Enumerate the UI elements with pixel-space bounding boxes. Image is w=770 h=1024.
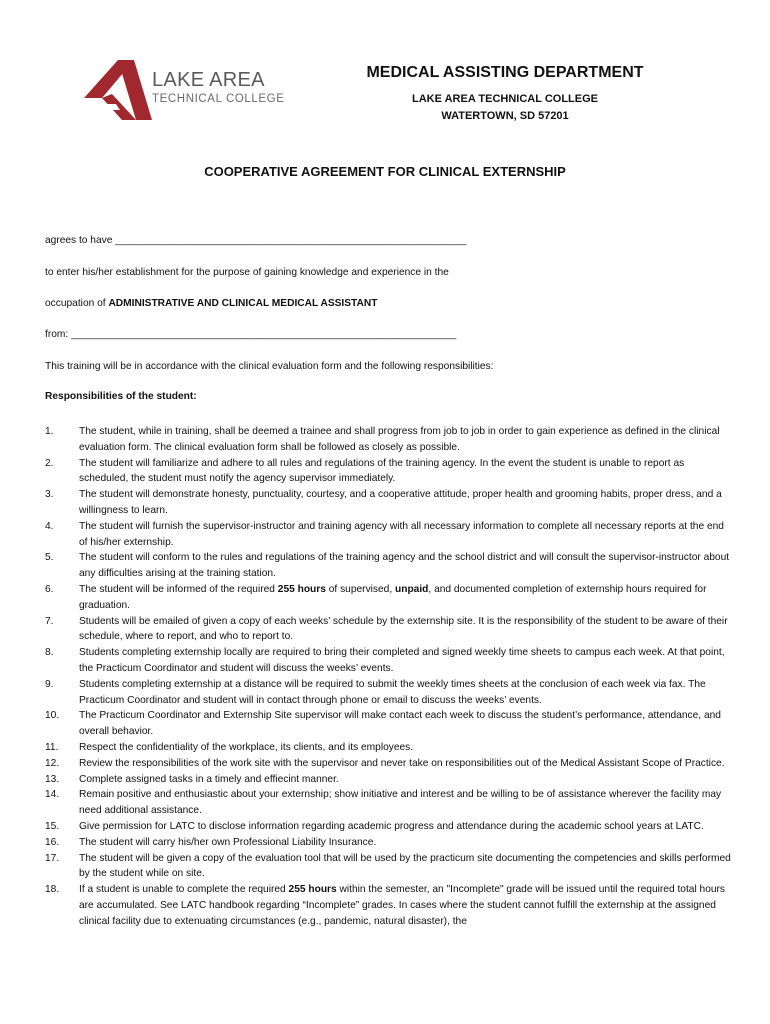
item-number: 1. [45,426,54,437]
list-item [45,456,735,488]
occupation-name: ADMINISTRATIVE AND CLINICAL MEDICAL ASSISTANT [108,298,378,309]
item-text-part: If a student is unable to complete the required [79,884,289,896]
college-logo [82,58,285,122]
list-item [45,645,735,677]
item-text: Students completing externship at a distance will be required to submit the weekly times sheets at the conclusion of each week via fax. The Practicum Coordinator and student will in contact through phone or email to discuss the weeks’ events. [79,678,706,706]
list-item [45,582,735,614]
item-number: 11. [45,741,59,753]
from-line: from: ____________________________________________________________________ [45,329,457,340]
establishment-line: to enter his/her establishment for the purpose of gaining knowledge and experience in the [45,267,449,278]
item-text [79,584,706,611]
list-item [45,772,735,788]
list-item [45,740,735,756]
item-number: 7. [45,615,54,627]
list-item [45,487,735,519]
item-text: Give permission for LATC to disclose information regarding academic progress and attendance during the academic school years at LATC. [79,820,704,832]
responsibilities-list [45,424,735,930]
item-number: 6. [45,583,54,595]
list-item [45,882,735,929]
item-text: The student will familiarize and adhere to all rules and regulations of the training agency. In the event the student is unable to report as scheduled, the student must notify the agency supervisor immediately. [79,457,685,485]
item-text-part: of supervised, [325,583,396,595]
item-text-part: within the semester, an "Incomplete" grade will be issued until the required total hours are accumulated. See LATC handbook regarding “Incomplete” grades. In cases where the student cannot fulfill the externship at the assigned clinical facility due to extenuating circumstances (e.g., pandemic, natural disaster), the [79,884,726,927]
list-item [45,708,735,740]
responsibilities-heading: Responsibilities of the student: [45,391,197,402]
department-title: MEDICAL ASSISTING DEPARTMENT [366,64,644,81]
agrees-line: agrees to have ______________________________________________________________ [45,235,467,246]
college-name: LAKE AREA TECHNICAL COLLEGE [412,93,598,105]
logo-wordmark: LAKE AREA [152,69,265,91]
list-item [45,787,735,819]
list-item [45,519,735,551]
item-number: 18. [45,884,60,896]
item-text: The student will demonstrate honesty, punctuality, courtesy, and a cooperative attitude, proper health and grooming habits, proper dress, and a willingness to learn. [79,489,722,516]
item-text: Review the responsibilities of the work site with the supervisor and never take on responsibilities out of the Medical Assistant Scope of Practice. [79,757,725,769]
item-text: Complete assigned tasks in a timely and effiecint manner. [79,773,339,785]
item-text-part: The student will be informed of the required [79,583,278,595]
item-text: Remain positive and enthusiastic about your externship; show initiative and interest and be willing to be of assistance wherever the facility may need additional assistance. [79,789,722,817]
item-emphasis: 255 hours [277,583,326,595]
item-number: 10. [45,710,60,722]
item-number: 15. [45,820,60,832]
item-text [79,884,725,927]
item-text: Students completing externship locally are required to bring their completed and signed weekly time sheets to campus each week. At that point, the Practicum Coordinator and student will discuss the weeks’ events. [79,647,725,674]
logo-subtitle: TECHNICAL COLLEGE [152,93,285,105]
list-item [45,614,735,646]
item-text: The student will conform to the rules and regulations of the training agency and the school district and will consult the supervisor-instructor about any difficulties arising at the training station. [79,552,730,580]
list-item [45,835,735,851]
logo-mark-icon [82,58,152,122]
item-number: 5. [45,552,54,564]
document-title: COOPERATIVE AGREEMENT FOR CLINICAL EXTERNSHIP [204,164,566,179]
item-text: The Practicum Coordinator and Externship Site supervisor will make contact each week to discuss the student’s performance, attendance, and overall behavior. [79,710,721,738]
item-number: 3. [45,489,54,501]
list-item [45,819,735,835]
occupation-prefix: occupation of [45,298,109,309]
item-text: Students will be emailed of given a copy of each weeks’ schedule by the externship site. It is the responsibility of the student to be aware of their schedule, where to report, and who to report to. [79,615,728,643]
item-text: Respect the confidentiality of the workplace, its clients, and its employees. [79,741,414,753]
item-number: 2. [45,457,54,469]
item-emphasis: unpaid [395,583,429,595]
item-number: 8. [45,647,54,659]
item-number: 9. [45,678,54,690]
item-text-part: , and documented completion of externship hours required for graduation. [79,583,707,611]
list-item [45,550,735,582]
college-city: WATERTOWN, SD 57201 [441,110,569,122]
training-line: This training will be in accordance with the clinical evaluation form and the following responsibilities: [45,361,494,372]
list-item [45,424,735,456]
list-item [45,756,735,772]
item-number: 4. [45,520,54,532]
occupation-line [45,298,377,309]
list-item [45,851,735,883]
item-emphasis: 255 hours [288,884,337,896]
item-number: 16. [45,836,60,848]
item-number: 13. [45,773,60,785]
item-number: 14. [45,789,60,801]
item-text: The student, while in training, shall be deemed a trainee and shall progress from job to job in order to gain experience as defined in the clinical evaluation form. The clinical evaluation form shall be followed as closely as possible. [79,426,720,453]
item-number: 12. [45,757,60,769]
list-item [45,677,735,709]
item-number: 17. [45,852,60,864]
item-text: The student will carry his/her own Professional Liability Insurance. [79,836,377,848]
item-text: The student will be given a copy of the evaluation tool that will be used by the practicum site documenting the competencies and skills performed by the student while on site. [79,852,731,880]
item-text: The student will furnish the supervisor-instructor and training agency with all necessary information to complete all necessary reports at the end of his/her externship. [79,520,724,548]
